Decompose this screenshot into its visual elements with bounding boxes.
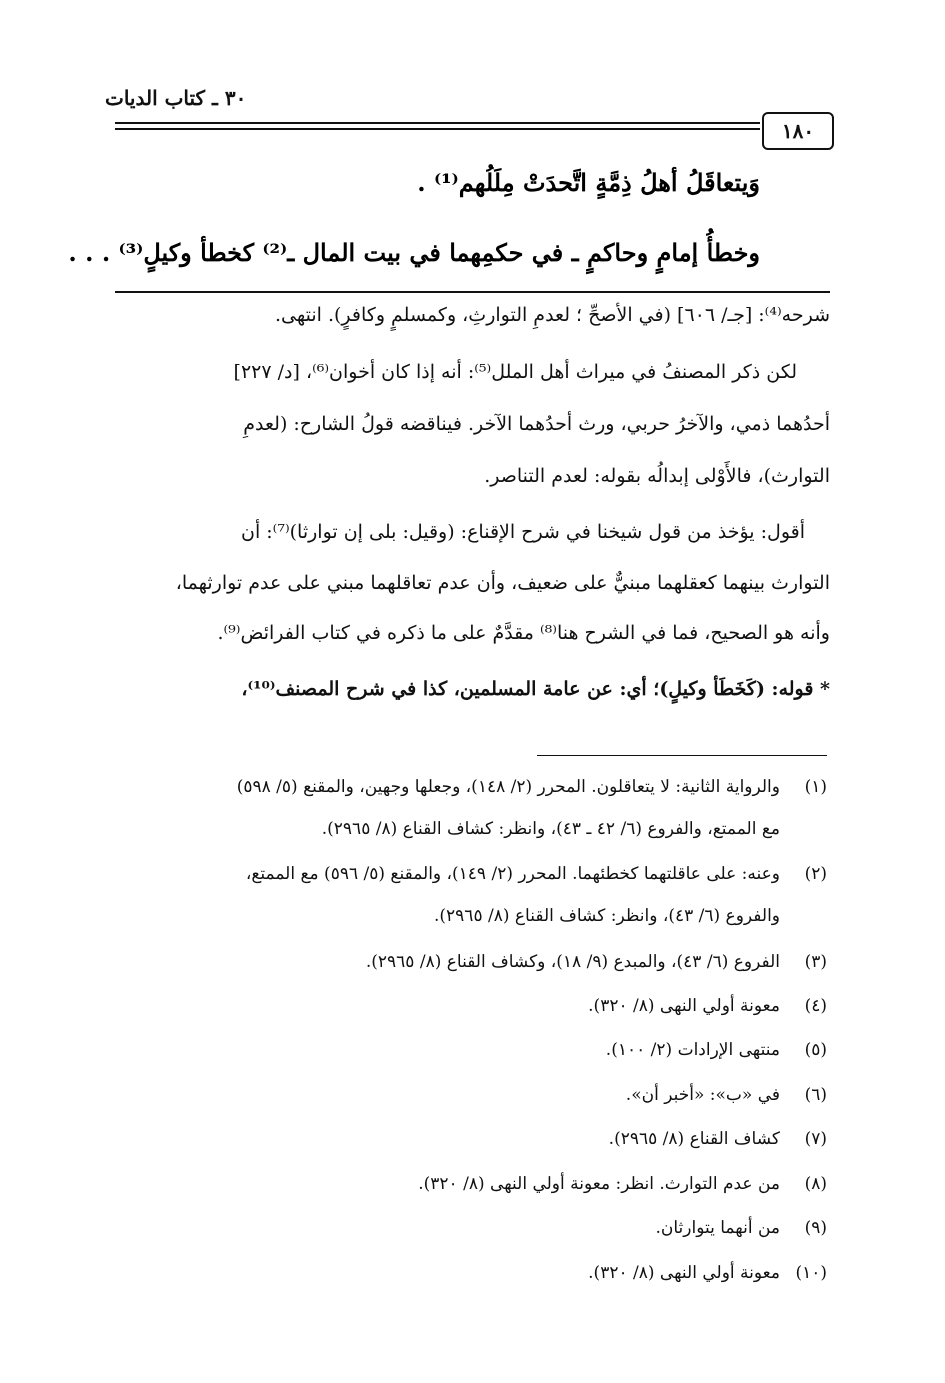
footnote-text: والرواية الثانية: لا يتعاقلون. المحرر (٢/ ١٤٨)، وجعلها وجهين، والمقنع (٥/ ٥٩٨) — [236, 777, 780, 797]
footnote-number: (٣) — [804, 952, 827, 972]
matn-line-2: وخطأُ إمامٍ وحاكمٍ ـ في حكمِهما في بيت المال ـ⁽²⁾ كخطأ وكيلٍ⁽³⁾ . . . — [68, 238, 760, 267]
matn-line-1: وَيتعاقَلُ أهلُ ذِمَّةٍ اتَّحدَتْ مِلَلُهم⁽¹⁾ . — [417, 168, 760, 197]
commentary-p2-line-2: أحدُهما ذمي، والآخرُ حربي، ورث أحدُهما الآخر. فيناقضه قولُ الشارح: (لعدمِ — [243, 413, 830, 435]
footnote-text: معونة أولي النهى (٨/ ٣٢٠). — [588, 996, 780, 1016]
footnote-text: وعنه: على عاقلتهما كخطئهما. المحرر (٢/ ١٤٩)، والمقنع (٥/ ٥٩٦) مع الممتع، — [245, 864, 780, 884]
footnote-number: (٧) — [804, 1129, 827, 1149]
footnote-number: (٦) — [804, 1085, 827, 1105]
footnote-number: (٩) — [804, 1218, 827, 1238]
running-title: ٣٠ ـ كتاب الديات — [105, 86, 247, 110]
footnote-text: كشاف القناع (٨/ ٢٩٦٥). — [608, 1129, 780, 1149]
commentary-p3-line-2: التوارث بينهما كعقلهما مبنيٌّ على ضعيف، وأن عدم تعاقلهما مبني على عدم توارثهما، — [175, 572, 830, 594]
footnote-text: منتهى الإرادات (٢/ ١٠٠). — [605, 1040, 780, 1060]
footnote-number: (٢) — [804, 864, 827, 884]
footnote-text: معونة أولي النهى (٨/ ٣٢٠). — [588, 1263, 780, 1283]
page-number: ١٨٠ — [762, 112, 834, 150]
footnote-number: (٨) — [804, 1174, 827, 1194]
footnote-text: مع الممتع، والفروع (٦/ ٤٢ ـ ٤٣)، وانظر: كشاف القناع (٨/ ٢٩٦٥). — [321, 819, 780, 839]
commentary-p1: شرحه⁽⁴⁾: [جـ/ ٦٠٦] (في الأصحِّ ؛ لعدمِ التوارثِ، وكمسلمٍ وكافرٍ). انتهى. — [275, 304, 830, 326]
matn-rule — [115, 291, 830, 293]
footnote-number: (٤) — [804, 996, 827, 1016]
footnote-separator — [537, 755, 827, 756]
footnote-number: (١٠) — [795, 1263, 827, 1283]
commentary-p4: * قوله: (كَخَطَأ وكيلٍ)؛ أي: عن عامة المسلمين، كذا في شرح المصنف⁽¹⁰⁾، — [241, 678, 830, 700]
footnote-number: (٥) — [804, 1040, 827, 1060]
footnote-number: (١) — [804, 777, 827, 797]
commentary-p3-line-3: وأنه هو الصحيح، فما في الشرح هنا⁽⁸⁾ مقدَّمٌ على ما ذكره في كتاب الفرائض⁽⁹⁾. — [217, 622, 830, 644]
footnote-text: من عدم التوارث. انظر: معونة أولي النهى (٨/ ٣٢٠). — [418, 1174, 780, 1194]
footnote-text: والفروع (٦/ ٤٣)، وانظر: كشاف القناع (٨/ ٢٩٦٥). — [434, 906, 780, 926]
footnote-text: في «ب»: «أخبر أن». — [625, 1085, 780, 1105]
commentary-p3-line-1: أقول: يؤخذ من قول شيخنا في شرح الإقناع: (وقيل: بلى إن توارثا)⁽⁷⁾: أن — [241, 521, 805, 543]
footnote-text: من أنهما يتوارثان. — [655, 1218, 780, 1238]
commentary-p2-line-3: التوارث)، فالأَوْلى إبدالُه بقوله: لعدم التناصر. — [484, 465, 830, 487]
commentary-p2-line-1: لكن ذكر المصنفُ في ميراث أهل الملل⁽⁵⁾: أنه إذا كان أخوان⁽⁶⁾، [د/ ٢٢٧] — [233, 361, 797, 383]
header-rule-bottom — [115, 128, 760, 130]
header-rule-top — [115, 122, 760, 124]
footnote-text: الفروع (٦/ ٤٣)، والمبدع (٩/ ١٨)، وكشاف القناع (٨/ ٢٩٦٥). — [365, 952, 780, 972]
